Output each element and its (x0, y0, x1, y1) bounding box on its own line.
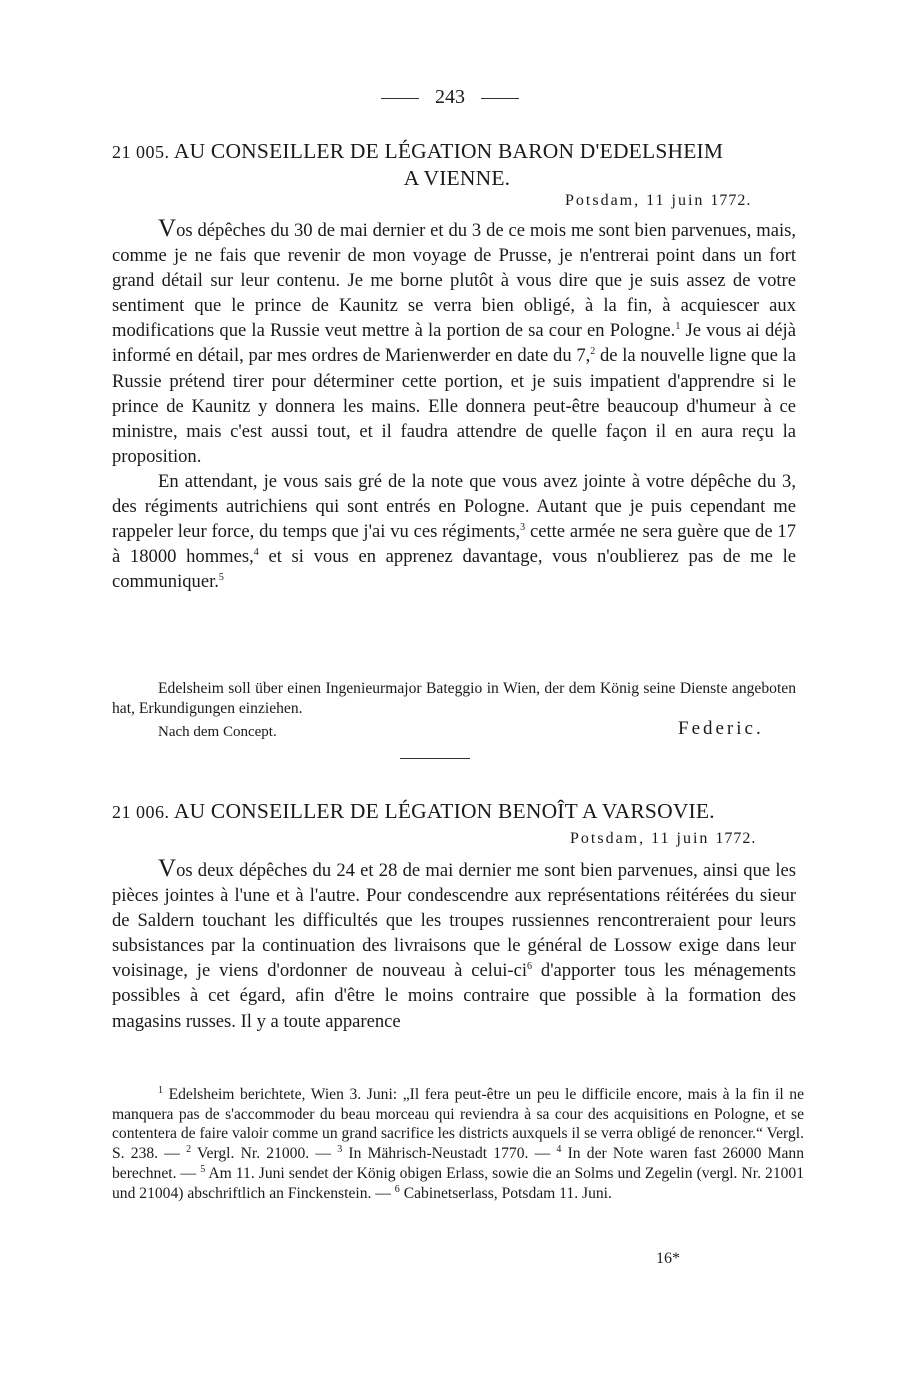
page-number-dash-right (481, 98, 519, 99)
letter2-dateline-year: 1772. (715, 830, 757, 847)
footnote-4-text: In der Note waren fast 26000 Mann berechnet. — (112, 1145, 805, 1182)
letter1-initial: V (158, 215, 177, 242)
letter1-para1-text: os dépêches du 30 de mai dernier et du 3 de ce mois me sont bien parvenues, mais, comme je ne fais que revenir de mon voyage de Prusse, je n'entrerai point dans un fort grand détail sur leur contenu. Je me borne plutôt à vous dire que je suis assez de votre sentiment que le prince de Kaunitz se verra bien obligé, à la fin, à acquiescer aux modifications que la Russie veut mettre à la portion de sa cour en Pologne. (112, 220, 796, 342)
footnote-mark-6: 6 (394, 1183, 400, 1195)
letter1-heading (112, 138, 802, 191)
letter2-para1b-text: d'apporter tous les ménagements possibles à cet égard, afin d'être le moins contraire que possible à la formation des magasins russes. Il y a toute apparence (112, 960, 796, 1032)
page-number (0, 86, 900, 109)
letter1-body (112, 215, 796, 594)
footnote-2-text: Vergl. Nr. 21000. — (191, 1145, 338, 1163)
letter1-dateline-day: 11 juin (646, 192, 705, 209)
footnote-mark-5: 5 (200, 1163, 206, 1175)
letter1-note (112, 679, 796, 718)
footnote-6-text: Cabinetserlass, Potsdam 11. Juni. (399, 1184, 612, 1202)
letter1-note-text: Edelsheim soll über einen Ingenieurmajor Bateggio in Wien, der dem König seine Dienste angeboten hat, Erkundigungen einziehen. (112, 680, 796, 717)
footnote-5-text: Am 11. Juni sendet der König obigen Erlass, sowie die an Solms und Zegelin (vergl. Nr. 21001 und 21004) abschriftlich an Finckenstein. — (112, 1164, 805, 1202)
letter2-body (112, 855, 796, 1034)
letter1-dateline-year: 1772. (710, 192, 752, 209)
letter1-paragraph-1 (112, 215, 796, 469)
letter1-source: Nach dem Concept. (158, 724, 277, 740)
letter1-para2-text: En attendant, je vous sais gré de la note que vous avez jointe à votre dépêche du 3, des régiments autrichiens qui sont entrés en Pologne. Autant que je puis cependant me rappeler leur force, du temps que j'ai vu ces régiments, (112, 470, 796, 543)
footnote-ref-5: 5 (218, 572, 224, 584)
footnote-1-text: Edelsheim berichtete, Wien 3. Juni: „Il fera peut-être un peu le difficile encore, mais à la fin il ne manquera pas de s'accommoder du beau morceau qui reviendra à sa cour des acquisitions en Pologne, et se contentera de faire valoir comme un grand sacrifice les districts auxquels il se verra obligé de renoncer.“ Vergl. S. 238. — (112, 1086, 804, 1163)
sheet-signature-mark: 16* (656, 1250, 680, 1267)
letter1-title-line2: A VIENNE. (403, 166, 511, 190)
letter1-number: 21 005. (112, 142, 170, 162)
footnote-ref-2: 2 (590, 346, 596, 358)
letter1-signature: Federic. (678, 718, 764, 739)
footnotes-text (112, 1085, 804, 1203)
footnote-3-text: In Mährisch-Neustadt 1770. — (342, 1145, 557, 1163)
footnote-ref-3: 3 (520, 521, 526, 533)
letter1-dateline (565, 192, 751, 210)
letter1-title-line1: AU CONSEILLER DE LÉGATION BARON D'EDELSHEIM (173, 139, 724, 163)
footnote-mark-1: 1 (158, 1084, 163, 1096)
letter2-title: AU CONSEILLER DE LÉGATION BENOÎT A VARSOVIE. (173, 799, 715, 823)
footnotes (112, 1085, 804, 1203)
letter2-heading (112, 798, 802, 825)
letter1-para1b-text: Je vous ai déjà informé en détail, par mes ordres de Marienwerder en date du 7, (112, 320, 796, 367)
letter2-dateline-place: Potsdam, (570, 830, 646, 847)
letter2-number: 21 006. (112, 802, 170, 822)
letter1-dateline-place: Potsdam, (565, 192, 641, 209)
letter2-paragraph-1 (112, 855, 796, 1034)
letter1-para1c-text: de la nouvelle ligne que la Russie prétend tirer pour déterminer cette portion, et je suis impatient d'apprendre si le prince de Kaunitz y donnera les mains. Elle donnera peut-être beaucoup d'humeur à ce ministre, mais c'est aussi tout, et il faudra attendre de quelle façon il en aura reçu la proposition. (112, 345, 796, 467)
footnote-mark-2: 2 (186, 1143, 192, 1155)
footnote-mark-4: 4 (556, 1143, 562, 1155)
footnote-ref-6: 6 (527, 961, 533, 973)
letter1-para2c-text: et si vous en apprenez davantage, vous n'oublierez pas de me le communiquer. (112, 546, 796, 593)
letter2-dateline-day: 11 juin (651, 830, 710, 847)
footnote-ref-4: 4 (253, 547, 259, 559)
letter1-paragraph-2 (112, 469, 796, 594)
section-divider (400, 758, 470, 759)
letter1-heading-line1 (112, 138, 802, 165)
letter2-initial: V (158, 855, 177, 882)
letter2-para1-text: os deux dépêches du 24 et 28 de mai dernier me sont bien parvenues, ainsi que les pièces jointes à l'une et à l'autre. Pour condescendre aux représentations réitérées du sieur de Saldern touchant les difficultés que les troupes russiennes rencontreraient pour leurs subsistances par la continuation des livraisons que le général de Lossow exige dans leur voisinage, je viens d'ordonner de nouveau à celui-ci (112, 860, 796, 982)
letter2-dateline (570, 830, 756, 848)
page-number-dash-left (381, 98, 419, 99)
letter1-para2b-text: cette armée ne sera guère que de 17 à 18000 hommes, (112, 521, 796, 568)
page-number-text: 243 (435, 86, 465, 108)
footnote-mark-3: 3 (337, 1143, 343, 1155)
footnote-ref-1: 1 (675, 321, 681, 333)
